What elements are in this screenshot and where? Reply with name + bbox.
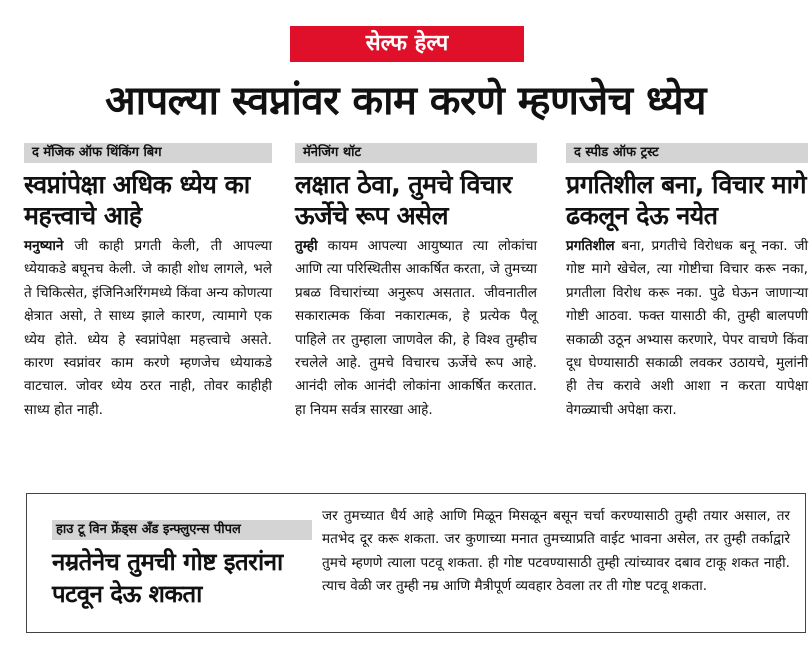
article-body — [566, 235, 808, 422]
article-column-1 — [24, 143, 272, 422]
section-tag: सेल्फ हेल्प — [290, 26, 524, 62]
book-label: द मॅजिक ऑफ थिंकिंग बिग — [24, 143, 272, 163]
article-column-2 — [295, 143, 537, 422]
bottom-article-header — [52, 520, 312, 610]
article-title: नम्रतेनेच तुमची गोष्ट इतरांना पटवून देऊ शकता — [52, 548, 283, 608]
lead-word: प्रगतिशील — [566, 238, 615, 254]
lead-word: मनुष्याने — [24, 238, 64, 254]
book-label: मॅनेजिंग थॉट — [295, 143, 537, 163]
article-column-3 — [566, 143, 808, 422]
article-title: लक्षात ठेवा, तुमचे विचार ऊर्जेचे रूप असेल — [295, 170, 512, 230]
book-label: द स्पीड ऑफ ट्रस्ट — [566, 143, 808, 163]
article-title: स्वप्नांपेक्षा अधिक ध्येय का महत्त्वाचे आहे — [24, 170, 250, 230]
body-text: बना, प्रगतीचे विरोधक बनू नका. जी गोष्ट मागे खेचेल, त्या गोष्टीचा विचार करू नका, प्रगतीला विरोध करू नका. पुढे घेऊन जाणाऱ्या गोष्टी आठवा. फक्त यासाठी की, तुम्ही बालपणी सकाळी उठून अभ्यास करणारे, पेपर वाचणे किंवा दूध घेण्यासाठी सकाळी लवकर उठायचे, मुलांनी ही तेच करावे अशी आशा न करता यापेक्षा वेगळ्याची अपेक्षा करा. — [566, 238, 808, 418]
body-text: जी काही प्रगती केली, ती आपल्या ध्येयाकडे बघूनच केली. जे काही शोध लागले, भले ते चिकित्सेत, इंजिनिअरिंगमध्ये किंवा अन्य कोणत्या क्षेत्रात असो, ते साध्य झाले कारण, त्यामागे एक ध्येय होते. ध्येय हे स्वप्नांपेक्षा महत्त्वाचे असते. कारण स्वप्नांवर काम करणे म्हणजेच ध्येयाकडे वाटचाल. जोवर ध्येय ठरत नाही, तोवर काहीही साध्य होत नाही. — [24, 238, 272, 418]
article-title: प्रगतिशील बना, विचार मागे ढकलून देऊ नयेत — [566, 170, 807, 230]
article-body — [295, 235, 537, 422]
body-text: कायम आपल्या आयुष्यात त्या लोकांचा आणि त्या परिस्थितीस आकर्षित करता, जे तुमच्या प्रबळ विचारांच्या अनुरूप असतात. जीवनातील सकारात्मक किंवा नकारात्मक, हे प्रत्येक पैलू पाहिले तर तुम्हाला जाणवेल की, हे विश्व तुम्हीच रचलेले आहे. तुमचे विचारच ऊर्जेचे रूप आहे. आनंदी लोक आनंदी लोकांना आकर्षित करतात. हा नियम सर्वत्र सारखा आहे. — [295, 238, 537, 418]
page-headline: आपल्या स्वप्नांवर काम करणे म्हणजेच ध्येय — [105, 78, 706, 124]
bottom-article-body: जर तुमच्यात धैर्य आहे आणि मिळून मिसळून बसून चर्चा करण्यासाठी तुम्ही तयार असाल, तर मतभेद दूर करू शकता. जर कुणाच्या मनात तुमच्याप्रति वाईट भावना असेल, तर तुम्ही तर्काद्वारे तुमचे म्हणणे त्याला पटवू शकता. ही गोष्ट पटवण्यासाठी तुम्ही त्यांच्यावर दबाव टाकू शकत नाही. त्याच वेळी जर तुम्ही नम्र आणि मैत्रीपूर्ण व्यवहार ठेवला तर ती गोष्ट पटवू शकता. — [322, 508, 790, 595]
article-body — [24, 235, 272, 422]
lead-word: तुम्ही — [295, 238, 318, 254]
book-label: हाउ टू विन फ्रेंड्स अँड इन्फ्लुएन्स पीपल — [52, 520, 312, 540]
